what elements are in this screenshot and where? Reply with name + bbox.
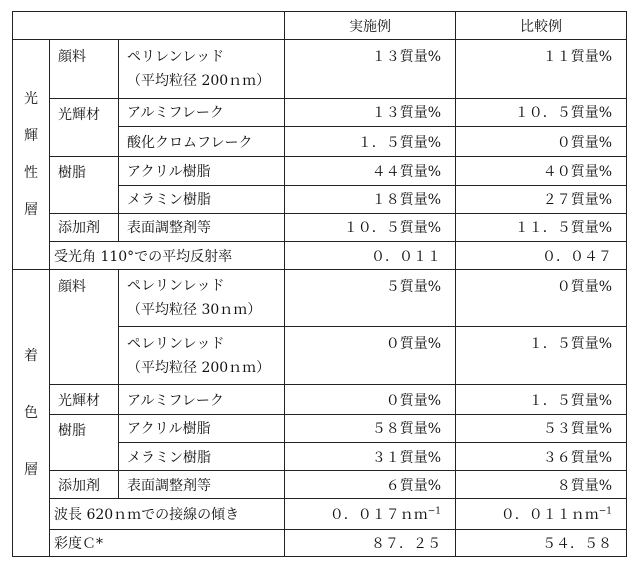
s1-luster-comparison: ０質量% <box>456 127 627 157</box>
s2-pigment-name-line1: ペレリンレッド <box>127 335 225 352</box>
section2-label <box>13 270 50 557</box>
s2-resin-example: ５８質量% <box>285 414 456 442</box>
s1-pigment-name-line1: ペリレンレッド <box>127 49 225 66</box>
s2-pigment-name-line2: （平均粒径 200ｎｍ） <box>127 359 271 376</box>
section1-label-char: 光 <box>24 91 38 108</box>
s2-slope-comparison-value: ０．０１１ｎｍ <box>500 507 599 524</box>
table-row <box>13 213 627 241</box>
table-row <box>13 529 627 556</box>
s1-reflectance-example: ０．０１１ <box>285 242 456 270</box>
table-row <box>13 40 627 99</box>
header-example: 実施例 <box>285 12 456 40</box>
s2-resin-category: 樹脂 <box>50 414 119 470</box>
s1-resin-name: アクリル樹脂 <box>119 157 285 185</box>
s2-slope-comparison <box>456 499 627 529</box>
s1-resin-comparison: ２７質量% <box>456 185 627 213</box>
s2-additive-category: 添加剤 <box>50 471 119 499</box>
s2-chroma-comparison: ５４．５８ <box>456 529 627 556</box>
s2-pigment-comparison: ０質量% <box>456 270 627 326</box>
s1-resin-example: ４４質量% <box>285 157 456 185</box>
s2-pigment-example: ０質量% <box>285 326 456 385</box>
s1-pigment-name-line2: （平均粒径 200ｎｍ） <box>127 73 271 90</box>
s2-slope-example-exp: −1 <box>427 506 442 517</box>
section1-label-char: 性 <box>24 164 38 181</box>
table-row <box>13 499 627 529</box>
section1-label-char: 輝 <box>24 127 38 144</box>
s2-resin-name: メラミン樹脂 <box>119 442 285 470</box>
s1-reflectance-label: 受光角 110°での平均反射率 <box>50 242 285 270</box>
s2-slope-example <box>285 499 456 529</box>
s1-pigment-name <box>119 40 285 99</box>
section1-label-char: 層 <box>24 201 38 218</box>
s2-resin-comparison: ３６質量% <box>456 442 627 470</box>
s2-luster-name: アルミフレーク <box>119 385 285 414</box>
s1-reflectance-comparison: ０．０４７ <box>456 242 627 270</box>
s1-additive-example: １０．５質量% <box>285 213 456 241</box>
s2-slope-example-value: ０．０１７ｎｍ <box>329 507 428 524</box>
s1-luster-example: １．５質量% <box>285 127 456 157</box>
s1-additive-comparison: １１．５質量% <box>456 213 627 241</box>
s1-additive-category: 添加剤 <box>50 213 119 241</box>
s2-luster-comparison: １．５質量% <box>456 385 627 414</box>
s1-luster-name: 酸化クロムフレーク <box>119 127 285 157</box>
table-row <box>13 414 627 442</box>
s2-slope-label: 波長 620ｎｍでの接線の傾き <box>50 499 285 529</box>
table-row <box>13 98 627 126</box>
table-row <box>13 471 627 499</box>
s1-luster-name: アルミフレーク <box>119 98 285 126</box>
table-row <box>13 242 627 270</box>
table-row <box>13 157 627 185</box>
s1-resin-category: 樹脂 <box>50 157 119 213</box>
section2-label-char: 色 <box>24 404 38 421</box>
s1-pigment-example: １３質量% <box>285 40 456 99</box>
s2-pigment-name-line2: （平均粒径 30ｎｍ） <box>127 302 262 319</box>
s2-luster-example: ０質量% <box>285 385 456 414</box>
s1-luster-category: 光輝材 <box>50 98 119 157</box>
s1-pigment-comparison: １１質量% <box>456 40 627 99</box>
s2-luster-category: 光輝材 <box>50 385 119 414</box>
table-row <box>13 270 627 326</box>
s2-additive-example: ６質量% <box>285 471 456 499</box>
s1-resin-example: １８質量% <box>285 185 456 213</box>
s2-chroma-label: 彩度Ｃ* <box>50 529 285 556</box>
table-row <box>13 385 627 414</box>
header-blank-cell <box>13 12 285 40</box>
s2-resin-example: ３１質量% <box>285 442 456 470</box>
s2-pigment-category: 顔料 <box>50 270 119 385</box>
section2-label-char: 着 <box>24 347 38 364</box>
section2-label-char: 層 <box>24 461 38 478</box>
s2-pigment-name <box>119 326 285 385</box>
s2-pigment-comparison: １．５質量% <box>456 326 627 385</box>
s1-additive-name: 表面調整剤等 <box>119 213 285 241</box>
s2-additive-name: 表面調整剤等 <box>119 471 285 499</box>
composition-table <box>12 11 627 557</box>
s2-slope-comparison-exp: −1 <box>598 506 613 517</box>
s1-pigment-category: 顔料 <box>50 40 119 99</box>
s1-resin-comparison: ４０質量% <box>456 157 627 185</box>
header-comparison: 比較例 <box>456 12 627 40</box>
s2-additive-comparison: ８質量% <box>456 471 627 499</box>
s2-pigment-example: ５質量% <box>285 270 456 326</box>
header-row <box>13 12 627 40</box>
s2-pigment-name-line1: ペレリンレッド <box>127 278 225 295</box>
s2-pigment-name <box>119 270 285 326</box>
s1-luster-comparison: １０．５質量% <box>456 98 627 126</box>
s1-luster-example: １３質量% <box>285 98 456 126</box>
section1-label <box>13 40 50 270</box>
s2-chroma-example: ８７．２５ <box>285 529 456 556</box>
s2-resin-comparison: ５３質量% <box>456 414 627 442</box>
s2-resin-name: アクリル樹脂 <box>119 414 285 442</box>
s1-resin-name: メラミン樹脂 <box>119 185 285 213</box>
